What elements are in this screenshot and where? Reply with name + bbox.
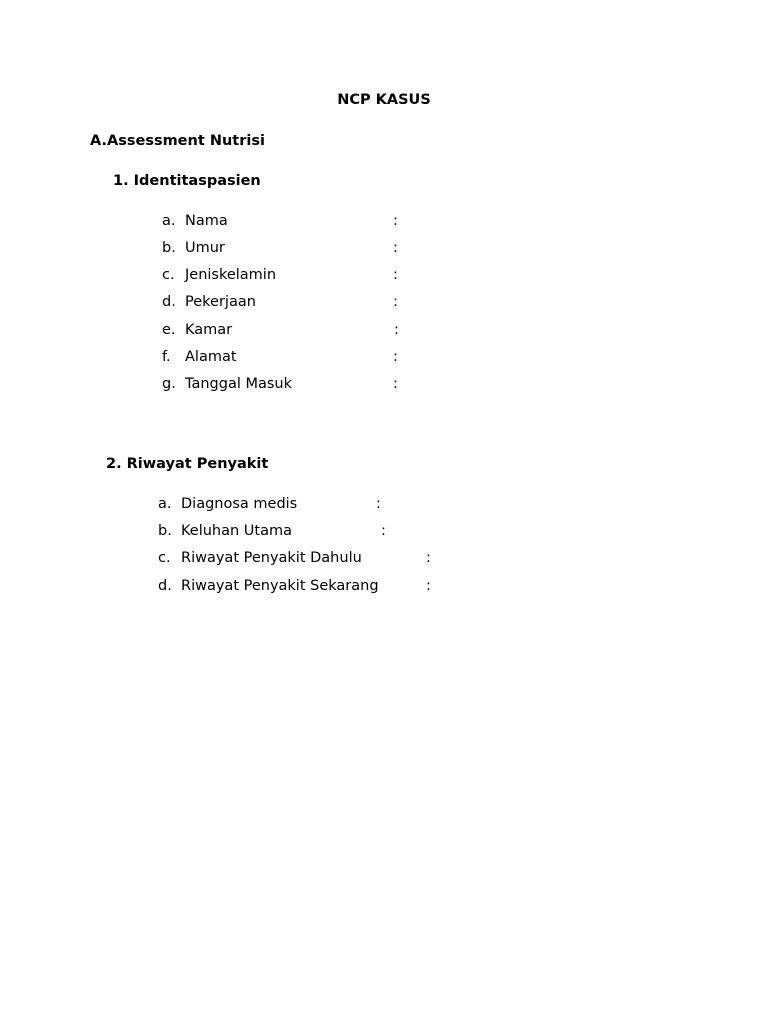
list-marker: f. [162, 349, 171, 365]
list-marker: a. [158, 496, 172, 512]
list-marker: e. [162, 322, 176, 338]
section-heading-assessment: A.Assessment Nutrisi [90, 133, 265, 149]
list-marker: d. [162, 294, 176, 310]
field-colon: : [393, 267, 398, 283]
field-label-riwayat-sekarang: Riwayat Penyakit Sekarang [181, 578, 379, 594]
field-label-kamar: Kamar [185, 322, 233, 338]
field-label-umur: Umur [185, 240, 225, 256]
document-title: NCP KASUS [337, 92, 431, 108]
field-colon: : [393, 376, 398, 392]
field-label-keluhan-utama: Keluhan Utama [181, 523, 292, 539]
field-colon: : [393, 213, 398, 229]
list-marker: b. [158, 523, 172, 539]
field-label-alamat: Alamat [185, 349, 237, 365]
field-label-tanggal-masuk: Tanggal Masuk [185, 376, 293, 392]
field-colon: : [376, 496, 381, 512]
field-label-riwayat-dahulu: Riwayat Penyakit Dahulu [181, 550, 362, 566]
field-label-pekerjaan: Pekerjaan [185, 294, 256, 310]
subsection-heading-riwayat: 2. Riwayat Penyakit [106, 456, 269, 472]
list-marker: a. [162, 213, 176, 229]
list-marker: c. [162, 267, 175, 283]
field-colon: : [393, 240, 398, 256]
field-label-diagnosa-medis: Diagnosa medis [181, 496, 298, 512]
list-marker: g. [162, 376, 176, 392]
field-colon: : [393, 349, 398, 365]
field-colon: : [381, 523, 386, 539]
field-colon: : [393, 294, 398, 310]
field-label-nama: Nama [185, 213, 228, 229]
list-marker: c. [158, 550, 171, 566]
list-marker: d. [158, 578, 172, 594]
field-colon: : [394, 322, 399, 338]
field-label-jeniskelamin: Jeniskelamin [185, 267, 277, 283]
field-colon: : [426, 550, 431, 566]
subsection-heading-identitas: 1. Identitaspasien [113, 173, 261, 189]
field-colon: : [426, 578, 431, 594]
list-marker: b. [162, 240, 176, 256]
